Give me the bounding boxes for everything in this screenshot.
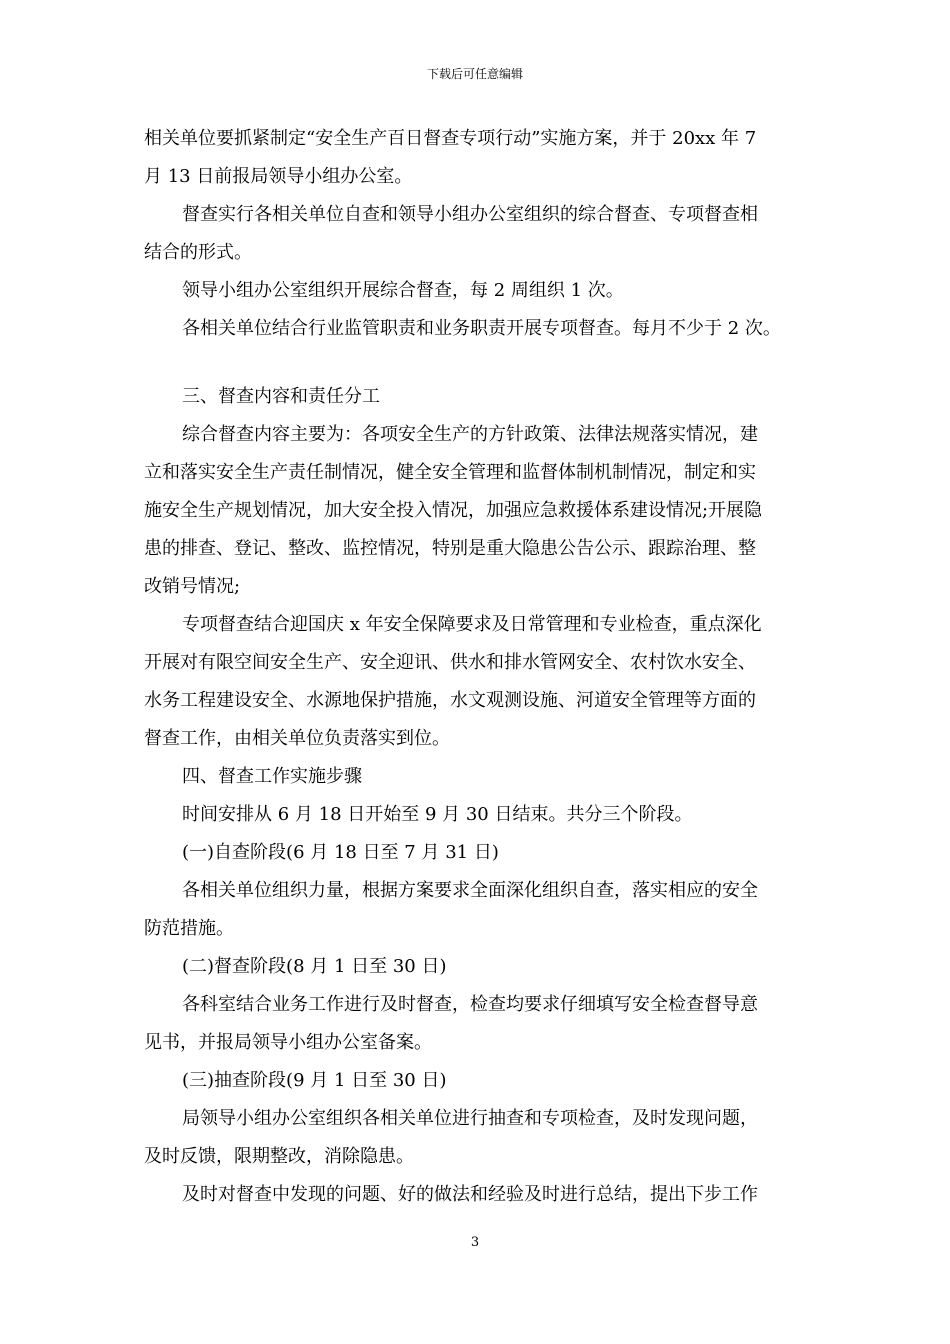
body-line: 各相关单位组织力量，根据方案要求全面深化组织自查，落实相应的安全 — [182, 880, 758, 901]
stage-heading: (一)自查阶段(6 月 18 日至 7 月 31 日) — [182, 842, 499, 863]
page-header: 下载后可任意编辑 — [426, 67, 523, 81]
body-line: 水务工程建设安全、水源地保护措施，水文观测设施、河道安全管理等方面的 — [144, 690, 756, 711]
body-line: 督查工作，由相关单位负责落实到位。 — [144, 728, 450, 749]
section-heading: 三、督查内容和责任分工 — [182, 386, 380, 407]
paragraph-gap — [144, 352, 812, 382]
stage-heading: (三)抽查阶段(9 月 1 日至 30 日) — [182, 1070, 447, 1091]
body-line: 及时对督查中发现的问题、好的做法和经验及时进行总结，提出下步工作 — [182, 1184, 758, 1205]
body-line: 患的排查、登记、整改、监控情况，特别是重大隐患公告公示、跟踪治理、整 — [144, 538, 756, 559]
document-body — [144, 124, 812, 1218]
section-heading: 四、督查工作实施步骤 — [182, 766, 362, 787]
body-line: 施安全生产规划情况，加大安全投入情况，加强应急救援体系建设情况;开展隐 — [144, 500, 763, 521]
body-line: 开展对有限空间安全生产、安全迎讯、供水和排水管网安全、农村饮水安全、 — [144, 652, 756, 673]
body-line: 相关单位要抓紧制定“安全生产百日督查专项行动”实施方案，并于 20xx 年 7 — [144, 128, 757, 149]
body-line: 局领导小组办公室组织各相关单位进行抽查和专项检查，及时发现问题， — [182, 1108, 758, 1129]
body-line: 专项督查结合迎国庆 x 年安全保障要求及日常管理和专业检查，重点深化 — [182, 614, 762, 635]
body-line: 月 13 日前报局领导小组办公室。 — [144, 166, 413, 187]
stage-heading: (二)督查阶段(8 月 1 日至 30 日) — [182, 956, 447, 977]
body-line: 见书，并报局领导小组办公室备案。 — [144, 1032, 432, 1053]
body-line: 结合的形式。 — [144, 242, 252, 263]
body-line: 防范措施。 — [144, 918, 234, 939]
body-line: 立和落实安全生产责任制情况，健全安全管理和监督体制机制情况，制定和实 — [144, 462, 756, 483]
body-line: 时间安排从 6 月 18 日开始至 9 月 30 日结束。共分三个阶段。 — [182, 804, 693, 825]
body-line: 改销号情况; — [144, 576, 241, 597]
page-number: 3 — [470, 1235, 480, 1250]
body-line: 各相关单位结合行业监管职责和业务职责开展专项督查。每月不少于 2 次。 — [182, 318, 781, 339]
body-line: 领导小组办公室组织开展综合督查，每 2 周组织 1 次。 — [182, 280, 624, 301]
body-line: 综合督查内容主要为：各项安全生产的方针政策、法律法规落实情况，建 — [182, 424, 758, 445]
body-line: 督查实行各相关单位自查和领导小组办公室组织的综合督查、专项督查相 — [182, 204, 758, 225]
body-line: 各科室结合业务工作进行及时督查，检查均要求仔细填写安全检查督导意 — [182, 994, 758, 1015]
body-line: 及时反馈，限期整改，消除隐患。 — [144, 1146, 414, 1167]
